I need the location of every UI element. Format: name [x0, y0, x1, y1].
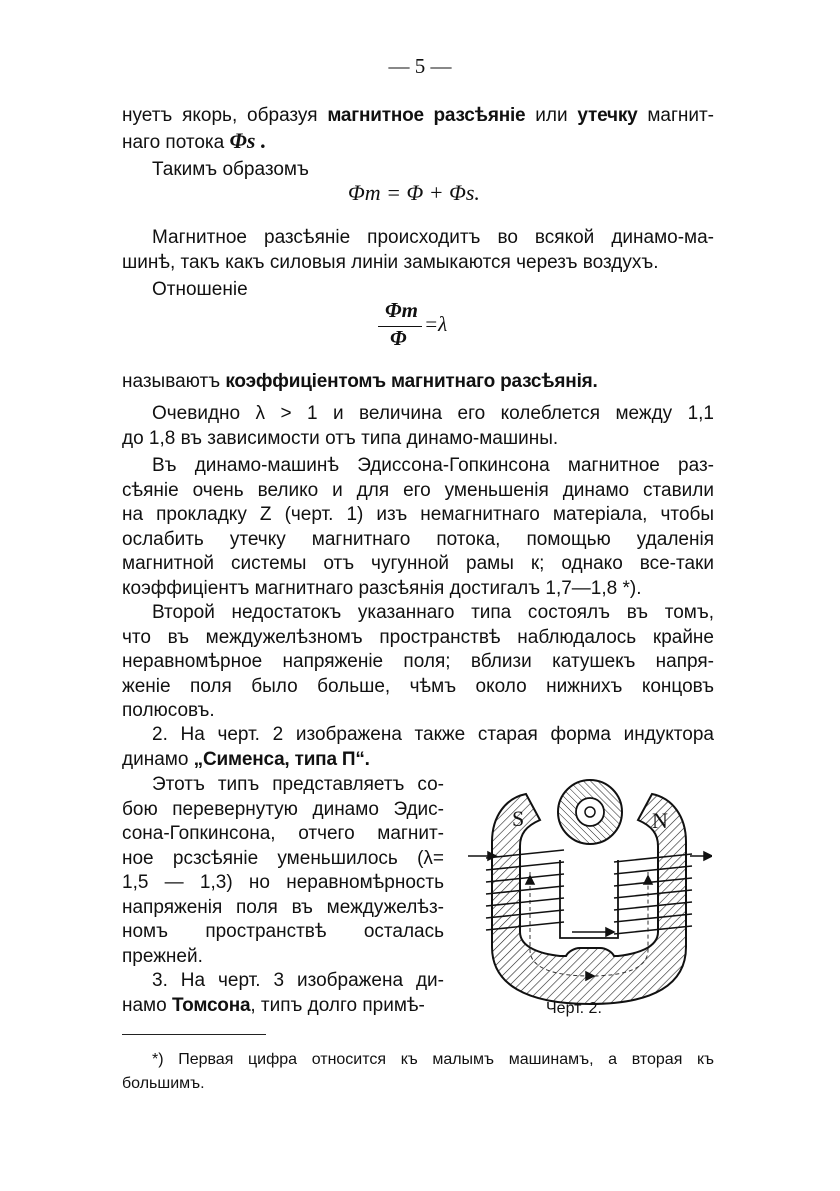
fraction-rhs: =λ [424, 312, 448, 336]
paragraph-siemens: 2. На черт. 2 изображена также старая форма индуктора динамо „Сименса, типа П“. [122, 724, 714, 770]
page-number: — 5 — [388, 54, 452, 78]
text-line: нуетъ якорь, образуя магнитное разсѣяніе или утечку магнит- [122, 105, 715, 126]
bold-term: утечку [577, 105, 638, 126]
footnote: *) Первая цифра относится къ малымъ машинамъ, а вторая къ большимъ. [122, 1051, 714, 1092]
pole-label-s: S [512, 806, 525, 831]
math-symbol: Φs . [229, 127, 267, 153]
paragraph-leakage [122, 104, 714, 155]
fraction-numerator: Φm [385, 298, 418, 322]
paragraph-thus: Такимъ образомъ [152, 159, 309, 180]
bold-term: коэффиціентомъ магнитнаго разсѣянія. [225, 371, 598, 392]
pole-gap [560, 860, 618, 938]
pole-label-n: N [652, 808, 668, 833]
footnote-rule [122, 1034, 266, 1035]
fraction-denominator: Φ [390, 326, 407, 350]
paragraph-coefficient: называютъ коэффиціентомъ магнитнаго разсѣянія. [122, 371, 598, 392]
bold-term: Томсона [171, 994, 251, 1016]
paragraph-scattering: Магнитное разсѣяніе происходитъ во всякой динамо-ма- шинѣ, такъ какъ силовыя линіи замыкаются черезъ воздухъ. [122, 227, 714, 273]
bold-term: магнитное разсѣяніе [327, 105, 526, 126]
paragraph-inverted-type: Этотъ типъ представляетъ со- бою перевернутую динамо Эдис- сона-Гопкинсона, отчего магнит- ное рсзсѣяніе уменьшилось (λ= 1,5 — 1,3) но неравномѣрность напряженія поля въ междужелѣз- номъ пространствѣ осталась прежней. [122, 774, 444, 967]
figure-dynamo-inductor [468, 772, 712, 1020]
formula-flux-sum: Φm = Φ + Φs. [348, 180, 480, 205]
figure-caption: Черт. 2. [546, 1000, 602, 1017]
bold-term: „Сименса, типа П“. [193, 748, 370, 770]
paragraph-thomson: 3. На черт. 3 изображена ди- намо Томсона, типъ долго примѣ- [122, 970, 444, 1016]
paragraph-second-flaw: Второй недостатокъ указаннаго типа состоялъ въ томъ, что въ междужелѣзномъ пространствѣ наблюдалось крайне неравномѣрное напряженіе поля; вблизи катушекъ напря- женіе поля было больше, чѣмъ около нижнихъ концовъ полюсовъ. [122, 602, 714, 721]
text-line: наго потока Φs . [122, 127, 267, 153]
paragraph-edison: Въ динамо-машинѣ Эдиссона-Гопкинсона магнитное раз- сѣяніе очень велико и для его уменьшенія динамо ставили на прокладку Z (черт. 1) изъ немагнитнаго матеріала, чтобы ослабить утечку магнитнаго потока, помощью удаленія магнитной системы отъ чугунной рамы к; однако все-таки коэффиціентъ магнитнаго разсѣянія достигалъ 1,7—1,8 *). [122, 455, 714, 599]
paragraph-obviously: Очевидно λ > 1 и величина его колеблется между 1,1 до 1,8 въ зависимости отъ типа динамо-машины. [122, 403, 714, 449]
paragraph-ratio: Отношеніе [152, 279, 248, 300]
